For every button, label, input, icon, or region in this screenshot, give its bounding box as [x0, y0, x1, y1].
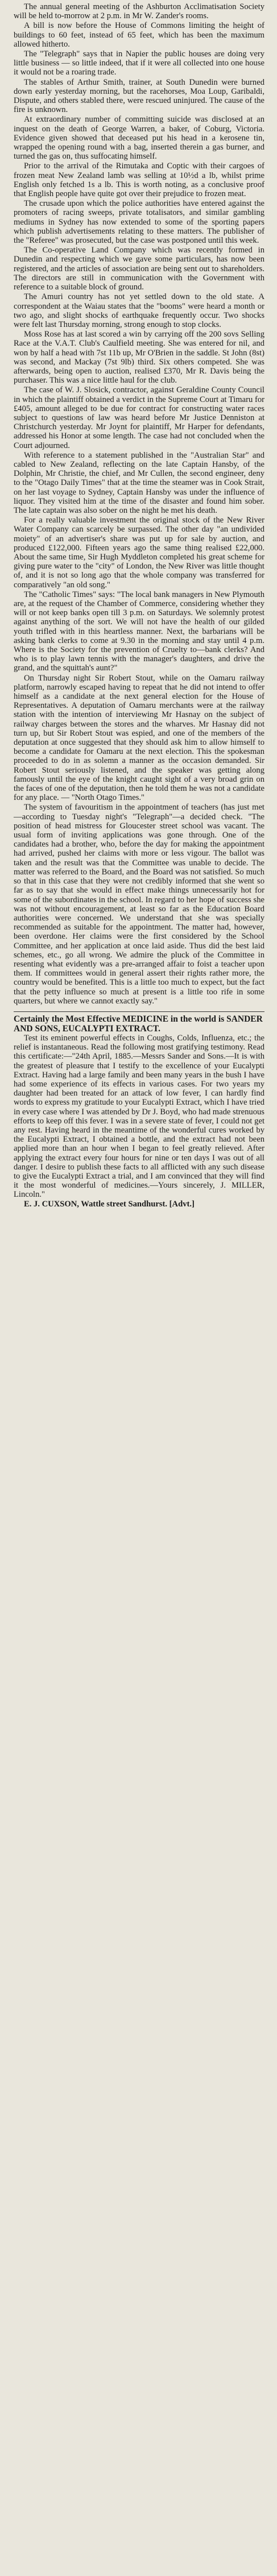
news-paragraph: The annual general meeting of the Ashburton Acclimatisation Society will be held to-morrow at 2 p.m. in Mr W. Zander's rooms. — [14, 2, 264, 21]
medicine-advertisement — [14, 1011, 264, 1209]
news-paragraph: The crusade upon which the police authorities have entered against the promoters of racing sweeps, private totalisators, and similar gambling mediums in Sydney has now extended to some of the sporting papers which publish advertisements relating to these matters. The publisher of the "Referee" was prosecuted, but the case was postponed until this week. — [14, 199, 264, 246]
advert-signature: E. J. CUXSON, Wattle street Sandhurst. [Advt.] — [24, 1199, 195, 1209]
advert-title: Certainly the Most Effective MEDICINE in the world is SANDER AND SONS, EUCALYPTI EXTRACT. — [14, 1014, 263, 1034]
news-paragraph: Moss Rose has at last scored a win by carrying off the 200 sovs Selling Race at the V.A.T. Club's Caulfield meeting. She was entered for nil, and won by half a head with 7st 11b up, Mr O'Brien in the saddle. St John (8st) was second, and Mackay (7st 9lb) third. Six others competed. She was afterwards, being open to auction, realised £370, Mr R. Davis being the purchaser. This was a nice little haul for the club. — [14, 330, 264, 385]
news-paragraph: On Thursday night Sir Robert Stout, while on the Oamaru railway platform, narrowly escaped having to repeat that he did not intend to offer himself as a candidate at the next general election for the House of Representatives. A deputation of Oamaru merchants were at the railway station with the intention of interviewing Mr Hasnay on the subject of railway charges between the stores and the wharves. Mr Hasnay did not turn up, but Sir Robert Stout was espied, and one of the members of the deputation at once suggested that they should ask him to allow himself to become a candidate for Oamaru at the next election. This the spokesman proceeded to do in as solemn a manner as the occasion demanded. Sir Robert Stout seriously listened, and the speaker was getting along famously until the eye of the knight caught sight of a very broad grin on the faces of one of the deputation, then he told them he was not a candidate for any place. — "North Otago Times." — [14, 673, 264, 803]
advert-body: Test its eminent powerful effects in Coughs, Colds, Influenza, etc.; the relief is instantaneous. Read the following most gratifying testimony. Read this certificate:—"24th April, 1885.—Messrs Sander and Sons.—It is with the greatest of pleasure that I testify to the excellence of your Eucalypti Extract. Having had a large family and been many years in the bush I have had some experience of its effects in various cases. For two years my daughter had been treated for an attack of low fever, I can hardly find words to express my gratitude to your Eucalypti Extract, which I have tried in every case where I was attended by Dr J. Boyd, who had made strenuous efforts to keep off this fever. I was in a severe state of fever, I could not get any rest. Having heard in the meantime of the wonderful cures worked by the Eucalypti Extract, I obtained a bottle, and the extract had not been applied more than an hour when I began to feel greatly relieved. After applying the extract every four hours for nine or ten days I was out of all danger. I desire to publish these facts to all afflicted with any such disease to give the Eucalypti Extract a trial, and I am convinced that they will find it the most wonderful of medicines.—Yours sincerely, J. MILLER, Lincoln." — [14, 1033, 264, 1200]
news-paragraph: The Amuri country has not yet settled down to the old state. A correspondent at the Waiau states that the "booms" were heard a month or two ago, and slight shocks of earthquake frequently occur. Two shocks were felt last Thursday morning, strong enough to stop clocks. — [14, 292, 264, 329]
news-paragraph: The stables of Arthur Smith, trainer, at South Dunedin were burned down early yesterday morning, but the racehorses, Moa Loup, Garibaldi, Dispute, and others stabled there, were rescued uninjured. The cause of the fire is unknown. — [14, 77, 264, 115]
news-paragraph: With reference to a statement published in the "Australian Star" and cabled to New Zealand, reflecting on the late Captain Hansby, of the Dolphin, Mr Christie, the chief, and Mr Cullen, the second engineer, deny to the "Otago Daily Times" that at the time the steamer was in Cook Strait, on her last voyage to Sydney, Captain Hansby was under the influence of liquor. They visited him at the time of the disaster and found him sober. The late captain was also sober on the night he met his death. — [14, 450, 264, 515]
news-paragraph: The Co-operative Land Company which was recently formed in Dunedin and respecting which we gave some particulars, has now been registered, and the articles of association are being sent out to shareholders. The directors are still in communication with the Government with reference to a suitable block of ground. — [14, 246, 264, 292]
news-paragraph: The "Catholic Times" says: "The local bank managers in New Plymouth are, at the request of the Chamber of Commerce, considering whether they will or not keep banks open till 3 p.m. on Saturdays. We solemnly protest against anything of the sort. We will not have the health of our gilded youth trifled with in this heartless manner. Next, the barbarians will be asking bank clerks to come at 9.30 in the morning and stay until 4 p.m. Where is the Society for the prevention of Cruelty to—bank clerks? And who is to play lawn tennis with the manager's daughters, and drive the grand, and the squittah's aunt?" — [14, 590, 264, 673]
news-paragraph: For a really valuable investment the original stock of the New River Water Company can scarcely be surpassed. The other day "an undivided moiety" of an advertiser's share was put up for sale by auction, and produced £122,000. Fifteen years ago the same thing realised £22,000. About the same time, Sir Hugh Myddleton completed his great scheme for giving pure water to the "city" of London, the New River was little thought of, and it is not so long ago that the whole company was transferred for comparatively "an old song." — [14, 516, 264, 590]
news-paragraph: The "Telegraph" says that in Napier the public houses are doing very little business — so little indeed, that if it were all collected into one house it would not be a roaring trade. — [14, 49, 264, 77]
news-paragraph: At extraordinary number of committing suicide was disclosed at an inquest on the death of George Warren, a baker, of Coburg, Victoria. Evidence given showed that deceased put his head in a kerosene tin, wrapped the opening round with a bag, inserted therein a gas burner, and turned the gas on, thus suffocating himself. — [14, 115, 264, 161]
news-paragraph: Prior to the arrival of the Rimutaka and Coptic with their cargoes of frozen meat New Zealand lamb was selling at 10½d a lb, whilst prime English only fetched 1s a lb. This is worth noting, as a conclusive proof that English people have quite got over their prejudice to frozen meat. — [14, 161, 264, 199]
news-paragraph: The system of favouritism in the appointment of teachers (has just met—according to Tuesday night's "Telegraph"—a decided check. "The position of head mistress for Gloucester street school was vacant. The usual form of inviting applications was gone through. One of the candidates had a brother, who, before the day for making the appointment had arrived, pushed her claims with more or less vigour. The ballot was taken and the result was that the Committee was unable to decide. The matter was referred to the Board, and the Board was not satisfied. So much so that in this case that they were not credibly informed that she went so far as to say that she would in effect make things unnecessarily hot for some of the subordinates in the school. In regard to her hope of success she was not without encouragement, at least so far as the Education Board authorities were concerned. We understand that she was specially recommended as suitable for the appointment. The matter had, however, been overdone. Her claims were the first considered by the School Committee, and her application at once laid aside. Thus did the best laid schemes, etc., go all wrong. We admire the pluck of the Committee in resenting what evidently was a pre-arranged affair to foist a teacher upon them. If committees would in general assert their rights rather more, the country would be benefited. This is a little too much to expect, but the fact that the petty influence so much at present is a little too rife in some quarters, but where we cannot exactly say." — [14, 803, 264, 1006]
news-paragraph: The case of W. J. Slosick, contractor, against Geraldine County Council in which the plaintiff obtained a verdict in the Supreme Court at Timaru for £405, amount alleged to be due for contract for constructing water races subject to questions of law was heard before Mr Justice Denniston at Christchurch yesterday. Mr Joynt for plaintiff, Mr Harper for defendants, addressed his Honor at some length. The case had not concluded when the Court adjourned. — [14, 385, 264, 450]
news-paragraph: A bill is now before the House of Commons limiting the height of buildings to 60 feet, instead of 65 feet, which has been the maximum allowed hitherto. — [14, 21, 264, 49]
